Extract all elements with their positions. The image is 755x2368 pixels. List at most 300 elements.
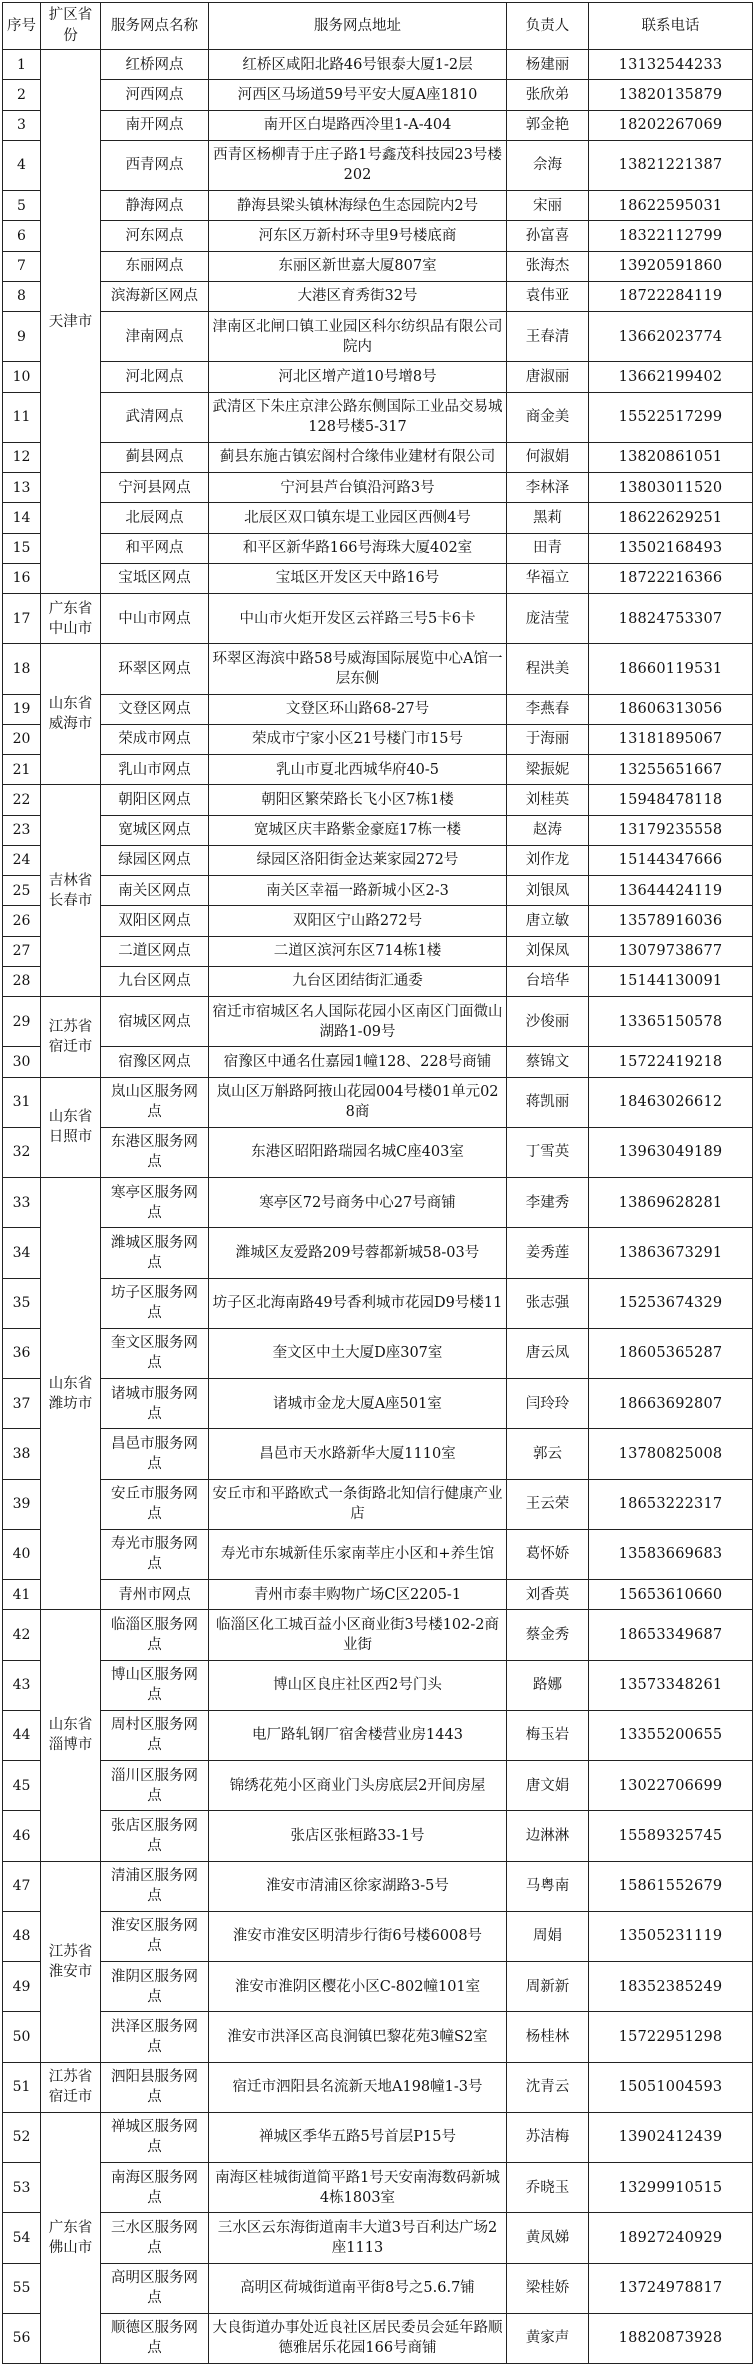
outlet-address: 和平区新华路166号海珠大厦402室 bbox=[209, 533, 507, 563]
table-row bbox=[3, 845, 753, 875]
table-row bbox=[3, 1047, 753, 1077]
row-number: 9 bbox=[3, 312, 41, 362]
outlet-address: 南关区幸福一路新城小区2-3 bbox=[209, 876, 507, 906]
row-number: 41 bbox=[3, 1580, 41, 1610]
row-number: 36 bbox=[3, 1328, 41, 1378]
row-number: 32 bbox=[3, 1127, 41, 1177]
contact-person: 梁桂娇 bbox=[507, 2263, 589, 2313]
row-number: 37 bbox=[3, 1379, 41, 1429]
table-row bbox=[3, 594, 753, 644]
contact-phone: 13365150578 bbox=[589, 997, 753, 1047]
table-row bbox=[3, 2163, 753, 2213]
outlet-name: 诸城市服务网点 bbox=[101, 1379, 209, 1429]
table-row bbox=[3, 966, 753, 996]
table-row bbox=[3, 281, 753, 311]
contact-phone: 18660119531 bbox=[589, 644, 753, 694]
outlet-address: 西青区杨柳青于庄子路1号鑫茂科技园23号楼202 bbox=[209, 140, 507, 190]
row-number: 54 bbox=[3, 2213, 41, 2263]
outlet-name: 张店区服务网点 bbox=[101, 1811, 209, 1861]
contact-person: 程洪美 bbox=[507, 644, 589, 694]
row-number: 2 bbox=[3, 80, 41, 110]
outlet-name: 二道区网点 bbox=[101, 936, 209, 966]
outlet-name: 东丽网点 bbox=[101, 251, 209, 281]
outlet-name: 青州市网点 bbox=[101, 1580, 209, 1610]
contact-phone: 18202267069 bbox=[589, 110, 753, 140]
contact-phone: 13920591860 bbox=[589, 251, 753, 281]
row-number: 47 bbox=[3, 1861, 41, 1911]
outlet-name: 岚山区服务网点 bbox=[101, 1077, 209, 1127]
outlet-name: 东港区服务网点 bbox=[101, 1127, 209, 1177]
table-row bbox=[3, 362, 753, 392]
contact-person: 张志强 bbox=[507, 1278, 589, 1328]
table-row bbox=[3, 2213, 753, 2263]
contact-phone: 18622595031 bbox=[589, 191, 753, 221]
contact-person: 边淋淋 bbox=[507, 1811, 589, 1861]
row-number: 13 bbox=[3, 473, 41, 503]
contact-person: 张欣弟 bbox=[507, 80, 589, 110]
outlet-name: 高明区服务网点 bbox=[101, 2263, 209, 2313]
contact-person: 乔晓玉 bbox=[507, 2163, 589, 2213]
contact-person: 沙俊丽 bbox=[507, 997, 589, 1047]
outlet-address: 东丽区新世嘉大厦807室 bbox=[209, 251, 507, 281]
outlet-address: 北辰区双口镇东堤工业园区西侧4号 bbox=[209, 503, 507, 533]
contact-phone: 13355200655 bbox=[589, 1710, 753, 1760]
outlet-address: 安丘市和平路欧式一条街路北知信行健康产业店 bbox=[209, 1479, 507, 1529]
table-row bbox=[3, 906, 753, 936]
table-row bbox=[3, 724, 753, 754]
region-cell: 山东省淄博市 bbox=[41, 1610, 101, 1861]
contact-person: 宋丽 bbox=[507, 191, 589, 221]
table-row bbox=[3, 644, 753, 694]
contact-phone: 15948478118 bbox=[589, 785, 753, 815]
outlet-address: 淮安市洪泽区高良涧镇巴黎花苑3幢S2室 bbox=[209, 2012, 507, 2062]
table-row bbox=[3, 2062, 753, 2112]
contact-person: 黄凤娣 bbox=[507, 2213, 589, 2263]
region-cell: 广东省佛山市 bbox=[41, 2112, 101, 2363]
table-row bbox=[3, 1479, 753, 1529]
contact-phone: 18322112799 bbox=[589, 221, 753, 251]
table-row bbox=[3, 140, 753, 190]
outlet-name: 文登区网点 bbox=[101, 694, 209, 724]
table-row bbox=[3, 563, 753, 593]
contact-person: 马粤南 bbox=[507, 1861, 589, 1911]
contact-person: 孙富喜 bbox=[507, 221, 589, 251]
outlet-address: 蓟县东施古镇宏阁村合缘伟业建材有限公司 bbox=[209, 442, 507, 472]
outlet-address: 锦绣花苑小区商业门头房底层2开间房屋 bbox=[209, 1761, 507, 1811]
table-row bbox=[3, 1127, 753, 1177]
outlet-address: 宝坻区开发区天中路16号 bbox=[209, 563, 507, 593]
contact-phone: 18653222317 bbox=[589, 1479, 753, 1529]
outlet-address: 双阳区宁山路272号 bbox=[209, 906, 507, 936]
outlet-name: 奎文区服务网点 bbox=[101, 1328, 209, 1378]
row-number: 16 bbox=[3, 563, 41, 593]
row-number: 25 bbox=[3, 876, 41, 906]
outlet-address: 静海县梁头镇林海绿色生态园院内2号 bbox=[209, 191, 507, 221]
outlet-address: 三水区云东海街道南丰大道3号百利达广场2座1113 bbox=[209, 2213, 507, 2263]
outlet-address: 乳山市夏北西城华府40-5 bbox=[209, 755, 507, 785]
row-number: 17 bbox=[3, 594, 41, 644]
contact-phone: 13820861051 bbox=[589, 442, 753, 472]
region-cell: 山东省威海市 bbox=[41, 644, 101, 785]
outlet-name: 荣成市网点 bbox=[101, 724, 209, 754]
contact-person: 唐云凤 bbox=[507, 1328, 589, 1378]
row-number: 50 bbox=[3, 2012, 41, 2062]
outlet-address: 河西区马场道59号平安大厦A座1810 bbox=[209, 80, 507, 110]
contact-person: 袁伟亚 bbox=[507, 281, 589, 311]
contact-person: 华福立 bbox=[507, 563, 589, 593]
contact-phone: 18653349687 bbox=[589, 1610, 753, 1660]
contact-person: 周新新 bbox=[507, 1962, 589, 2012]
table-row bbox=[3, 1077, 753, 1127]
row-number: 30 bbox=[3, 1047, 41, 1077]
contact-phone: 18352385249 bbox=[589, 1962, 753, 2012]
outlet-address: 博山区良庄社区西2号门头 bbox=[209, 1660, 507, 1710]
contact-phone: 15722419218 bbox=[589, 1047, 753, 1077]
contact-phone: 18605365287 bbox=[589, 1328, 753, 1378]
outlet-name: 河北网点 bbox=[101, 362, 209, 392]
table-row bbox=[3, 815, 753, 845]
contact-person: 商金美 bbox=[507, 392, 589, 442]
table-row bbox=[3, 755, 753, 785]
table-row bbox=[3, 876, 753, 906]
row-number: 35 bbox=[3, 1278, 41, 1328]
row-number: 6 bbox=[3, 221, 41, 251]
header-address: 服务网点地址 bbox=[209, 3, 507, 50]
row-number: 53 bbox=[3, 2163, 41, 2213]
contact-phone: 15589325745 bbox=[589, 1811, 753, 1861]
contact-person: 李林泽 bbox=[507, 473, 589, 503]
outlet-name: 泗阳县服务网点 bbox=[101, 2062, 209, 2112]
contact-phone: 13573348261 bbox=[589, 1660, 753, 1710]
outlet-address: 河东区万新村环寺里9号楼底商 bbox=[209, 221, 507, 251]
outlet-name: 武清网点 bbox=[101, 392, 209, 442]
contact-person: 佘海 bbox=[507, 140, 589, 190]
contact-person: 蒋凯丽 bbox=[507, 1077, 589, 1127]
contact-phone: 15051004593 bbox=[589, 2062, 753, 2112]
outlet-address: 电厂路轧钢厂宿舍楼营业房1443 bbox=[209, 1710, 507, 1760]
row-number: 34 bbox=[3, 1228, 41, 1278]
header-region: 扩区省份 bbox=[41, 3, 101, 50]
table-row bbox=[3, 1710, 753, 1760]
table-row bbox=[3, 1379, 753, 1429]
table-row bbox=[3, 1228, 753, 1278]
region-cell: 山东省潍坊市 bbox=[41, 1178, 101, 1610]
contact-person: 李建秀 bbox=[507, 1178, 589, 1228]
table-row bbox=[3, 251, 753, 281]
contact-phone: 15861552679 bbox=[589, 1861, 753, 1911]
outlet-name: 寿光市服务网点 bbox=[101, 1529, 209, 1579]
contact-person: 郭云 bbox=[507, 1429, 589, 1479]
row-number: 44 bbox=[3, 1710, 41, 1760]
row-number: 1 bbox=[3, 50, 41, 80]
row-number: 5 bbox=[3, 191, 41, 221]
outlet-address: 淮安市清浦区徐家湖路3-5号 bbox=[209, 1861, 507, 1911]
outlet-name: 宿城区网点 bbox=[101, 997, 209, 1047]
table-row bbox=[3, 533, 753, 563]
outlet-address: 津南区北闸口镇工业园区科尔纺织品有限公司院内 bbox=[209, 312, 507, 362]
contact-person: 苏洁梅 bbox=[507, 2112, 589, 2162]
outlet-address: 南海区桂城街道简平路1号天安南海数码新城4栋1803室 bbox=[209, 2163, 507, 2213]
row-number: 20 bbox=[3, 724, 41, 754]
outlet-name: 朝阳区网点 bbox=[101, 785, 209, 815]
row-number: 38 bbox=[3, 1429, 41, 1479]
contact-person: 王春清 bbox=[507, 312, 589, 362]
row-number: 52 bbox=[3, 2112, 41, 2162]
table-row bbox=[3, 1178, 753, 1228]
table-row bbox=[3, 1278, 753, 1328]
outlet-address: 宿迁市宿城区名人国际花园小区南区门面微山湖路1-09号 bbox=[209, 997, 507, 1047]
outlet-address: 武清区下朱庄京津公路东侧国际工业品交易城128号楼5-317 bbox=[209, 392, 507, 442]
outlet-name: 寒亭区服务网点 bbox=[101, 1178, 209, 1228]
outlet-name: 博山区服务网点 bbox=[101, 1660, 209, 1710]
contact-phone: 15522517299 bbox=[589, 392, 753, 442]
region-cell: 江苏省宿迁市 bbox=[41, 2062, 101, 2112]
contact-person: 田青 bbox=[507, 533, 589, 563]
contact-person: 梅玉岩 bbox=[507, 1710, 589, 1760]
outlet-name: 南关区网点 bbox=[101, 876, 209, 906]
contact-person: 黑莉 bbox=[507, 503, 589, 533]
outlet-address: 潍城区友爱路209号蓉都新城58-03号 bbox=[209, 1228, 507, 1278]
row-number: 10 bbox=[3, 362, 41, 392]
table-row bbox=[3, 1429, 753, 1479]
row-number: 4 bbox=[3, 140, 41, 190]
outlet-address: 文登区环山路68-27号 bbox=[209, 694, 507, 724]
outlet-address: 宿迁市泗阳县名流新天地A198幢1-3号 bbox=[209, 2062, 507, 2112]
outlet-name: 西青网点 bbox=[101, 140, 209, 190]
region-cell: 江苏省宿迁市 bbox=[41, 997, 101, 1078]
row-number: 24 bbox=[3, 845, 41, 875]
contact-person: 杨建丽 bbox=[507, 50, 589, 80]
row-number: 11 bbox=[3, 392, 41, 442]
outlet-name: 安丘市服务网点 bbox=[101, 1479, 209, 1529]
outlet-name: 中山市网点 bbox=[101, 594, 209, 644]
outlet-address: 大港区育秀街32号 bbox=[209, 281, 507, 311]
outlet-name: 宁河县网点 bbox=[101, 473, 209, 503]
contact-person: 赵涛 bbox=[507, 815, 589, 845]
table-row bbox=[3, 1580, 753, 1610]
outlet-name: 津南网点 bbox=[101, 312, 209, 362]
table-row bbox=[3, 80, 753, 110]
outlet-address: 寒亭区72号商务中心27号商铺 bbox=[209, 1178, 507, 1228]
contact-phone: 13502168493 bbox=[589, 533, 753, 563]
region-cell: 山东省日照市 bbox=[41, 1077, 101, 1178]
table-row bbox=[3, 110, 753, 140]
contact-person: 郭金艳 bbox=[507, 110, 589, 140]
row-number: 49 bbox=[3, 1962, 41, 2012]
contact-phone: 13299910515 bbox=[589, 2163, 753, 2213]
outlet-name: 绿园区网点 bbox=[101, 845, 209, 875]
contact-person: 黄家声 bbox=[507, 2313, 589, 2363]
contact-phone: 13803011520 bbox=[589, 473, 753, 503]
outlet-name: 南海区服务网点 bbox=[101, 2163, 209, 2213]
outlet-address: 荣成市宁家小区21号楼门市15号 bbox=[209, 724, 507, 754]
contact-phone: 15253674329 bbox=[589, 1278, 753, 1328]
outlet-name: 三水区服务网点 bbox=[101, 2213, 209, 2263]
contact-person: 李燕春 bbox=[507, 694, 589, 724]
contact-person: 台培华 bbox=[507, 966, 589, 996]
contact-person: 张海杰 bbox=[507, 251, 589, 281]
contact-phone: 13780825008 bbox=[589, 1429, 753, 1479]
table-row bbox=[3, 936, 753, 966]
contact-phone: 13662199402 bbox=[589, 362, 753, 392]
outlet-address: 诸城市金龙大厦A座501室 bbox=[209, 1379, 507, 1429]
row-number: 18 bbox=[3, 644, 41, 694]
contact-phone: 13662023774 bbox=[589, 312, 753, 362]
contact-person: 刘桂英 bbox=[507, 785, 589, 815]
contact-person: 唐立敏 bbox=[507, 906, 589, 936]
contact-person: 丁雪英 bbox=[507, 1127, 589, 1177]
contact-person: 周娟 bbox=[507, 1911, 589, 1961]
region-cell: 江苏省淮安市 bbox=[41, 1861, 101, 2062]
contact-phone: 13644424119 bbox=[589, 876, 753, 906]
outlet-name: 宿豫区网点 bbox=[101, 1047, 209, 1077]
table-body bbox=[3, 50, 753, 2364]
contact-phone: 15722951298 bbox=[589, 2012, 753, 2062]
outlet-name: 和平网点 bbox=[101, 533, 209, 563]
header-person: 负责人 bbox=[507, 3, 589, 50]
outlet-name: 北辰网点 bbox=[101, 503, 209, 533]
table-row bbox=[3, 1861, 753, 1911]
outlet-name: 静海网点 bbox=[101, 191, 209, 221]
contact-phone: 18722284119 bbox=[589, 281, 753, 311]
contact-phone: 15144130091 bbox=[589, 966, 753, 996]
region-cell: 天津市 bbox=[41, 50, 101, 594]
outlet-name: 淄川区服务网点 bbox=[101, 1761, 209, 1811]
row-number: 55 bbox=[3, 2263, 41, 2313]
contact-phone: 13255651667 bbox=[589, 755, 753, 785]
contact-phone: 13820135879 bbox=[589, 80, 753, 110]
outlet-address: 河北区增产道10号增8号 bbox=[209, 362, 507, 392]
contact-phone: 18463026612 bbox=[589, 1077, 753, 1127]
table-row bbox=[3, 1811, 753, 1861]
table-row bbox=[3, 503, 753, 533]
contact-phone: 13963049189 bbox=[589, 1127, 753, 1177]
outlet-address: 临淄区化工城百益小区商业街3号楼102-2商业街 bbox=[209, 1610, 507, 1660]
contact-phone: 13902412439 bbox=[589, 2112, 753, 2162]
outlet-name: 禅城区服务网点 bbox=[101, 2112, 209, 2162]
outlet-address: 昌邑市天水路新华大厦1110室 bbox=[209, 1429, 507, 1479]
contact-person: 刘银凤 bbox=[507, 876, 589, 906]
row-number: 15 bbox=[3, 533, 41, 563]
outlet-name: 双阳区网点 bbox=[101, 906, 209, 936]
header-no: 序号 bbox=[3, 3, 41, 50]
contact-person: 唐淑丽 bbox=[507, 362, 589, 392]
header-row bbox=[3, 3, 753, 50]
header-phone: 联系电话 bbox=[589, 3, 753, 50]
outlet-name: 滨海新区网点 bbox=[101, 281, 209, 311]
contact-phone: 18824753307 bbox=[589, 594, 753, 644]
contact-person: 何淑娟 bbox=[507, 442, 589, 472]
contact-person: 葛怀娇 bbox=[507, 1529, 589, 1579]
table-row bbox=[3, 2313, 753, 2363]
contact-person: 闫玲玲 bbox=[507, 1379, 589, 1429]
outlet-address: 青州市泰丰购物广场C区2205-1 bbox=[209, 1580, 507, 1610]
table-row bbox=[3, 997, 753, 1047]
outlet-address: 二道区滨河东区714栋1楼 bbox=[209, 936, 507, 966]
contact-phone: 15653610660 bbox=[589, 1580, 753, 1610]
row-number: 8 bbox=[3, 281, 41, 311]
contact-person: 唐文娟 bbox=[507, 1761, 589, 1811]
row-number: 51 bbox=[3, 2062, 41, 2112]
header-outlet-name: 服务网点名称 bbox=[101, 3, 209, 50]
contact-phone: 13583669683 bbox=[589, 1529, 753, 1579]
row-number: 7 bbox=[3, 251, 41, 281]
outlet-name: 九台区网点 bbox=[101, 966, 209, 996]
contact-phone: 18927240929 bbox=[589, 2213, 753, 2263]
table-row bbox=[3, 1660, 753, 1710]
outlet-address: 大良街道办事处近良社区居民委员会延年路顺德雅居乐花园166号商铺 bbox=[209, 2313, 507, 2363]
row-number: 31 bbox=[3, 1077, 41, 1127]
table-row bbox=[3, 2263, 753, 2313]
contact-person: 刘香英 bbox=[507, 1580, 589, 1610]
outlet-name: 坊子区服务网点 bbox=[101, 1278, 209, 1328]
contact-person: 沈青云 bbox=[507, 2062, 589, 2112]
outlet-name: 乳山市网点 bbox=[101, 755, 209, 785]
contact-phone: 13179235558 bbox=[589, 815, 753, 845]
contact-phone: 13863673291 bbox=[589, 1228, 753, 1278]
contact-person: 杨桂林 bbox=[507, 2012, 589, 2062]
outlet-name: 清浦区服务网点 bbox=[101, 1861, 209, 1911]
row-number: 43 bbox=[3, 1660, 41, 1710]
region-cell: 广东省中山市 bbox=[41, 594, 101, 644]
outlet-name: 淮安区服务网点 bbox=[101, 1911, 209, 1961]
outlet-name: 潍城区服务网点 bbox=[101, 1228, 209, 1278]
contact-phone: 13724978817 bbox=[589, 2263, 753, 2313]
table-row bbox=[3, 221, 753, 251]
outlet-address: 环翠区海滨中路58号威海国际展览中心A馆一层东侧 bbox=[209, 644, 507, 694]
row-number: 48 bbox=[3, 1911, 41, 1961]
row-number: 39 bbox=[3, 1479, 41, 1529]
outlet-address: 淮安市淮安区明清步行街6号楼6008号 bbox=[209, 1911, 507, 1961]
contact-person: 蔡金秀 bbox=[507, 1610, 589, 1660]
row-number: 19 bbox=[3, 694, 41, 724]
contact-phone: 13578916036 bbox=[589, 906, 753, 936]
table-row bbox=[3, 2012, 753, 2062]
outlet-name: 周村区服务网点 bbox=[101, 1710, 209, 1760]
table-row bbox=[3, 392, 753, 442]
outlet-address: 淮安市淮阴区樱花小区C-802幢101室 bbox=[209, 1962, 507, 2012]
outlet-address: 坊子区北海南路49号香利城市花园D9号楼11 bbox=[209, 1278, 507, 1328]
row-number: 28 bbox=[3, 966, 41, 996]
table-row bbox=[3, 1962, 753, 2012]
outlet-address: 高明区荷城街道南平街8号之5.6.7铺 bbox=[209, 2263, 507, 2313]
table-row bbox=[3, 2112, 753, 2162]
contact-phone: 15144347666 bbox=[589, 845, 753, 875]
outlet-address: 岚山区万斛路阿掖山花园004号楼01单元028商 bbox=[209, 1077, 507, 1127]
contact-phone: 13022706699 bbox=[589, 1761, 753, 1811]
contact-phone: 13181895067 bbox=[589, 724, 753, 754]
outlet-address: 绿园区洛阳街金达莱家园272号 bbox=[209, 845, 507, 875]
table-row bbox=[3, 473, 753, 503]
row-number: 12 bbox=[3, 442, 41, 472]
outlet-name: 顺德区服务网点 bbox=[101, 2313, 209, 2363]
row-number: 27 bbox=[3, 936, 41, 966]
outlet-address: 宽城区庆丰路紫金豪庭17栋一楼 bbox=[209, 815, 507, 845]
contact-phone: 18820873928 bbox=[589, 2313, 753, 2363]
outlet-address: 宁河县芦台镇沿河路3号 bbox=[209, 473, 507, 503]
row-number: 21 bbox=[3, 755, 41, 785]
contact-person: 梁振妮 bbox=[507, 755, 589, 785]
outlet-address: 寿光市东城新佳乐家南莘庄小区和+养生馆 bbox=[209, 1529, 507, 1579]
table-row bbox=[3, 50, 753, 80]
row-number: 33 bbox=[3, 1178, 41, 1228]
outlet-name: 红桥网点 bbox=[101, 50, 209, 80]
contact-phone: 18622629251 bbox=[589, 503, 753, 533]
contact-person: 刘作龙 bbox=[507, 845, 589, 875]
row-number: 56 bbox=[3, 2313, 41, 2363]
contact-phone: 13079738677 bbox=[589, 936, 753, 966]
contact-person: 庞洁莹 bbox=[507, 594, 589, 644]
